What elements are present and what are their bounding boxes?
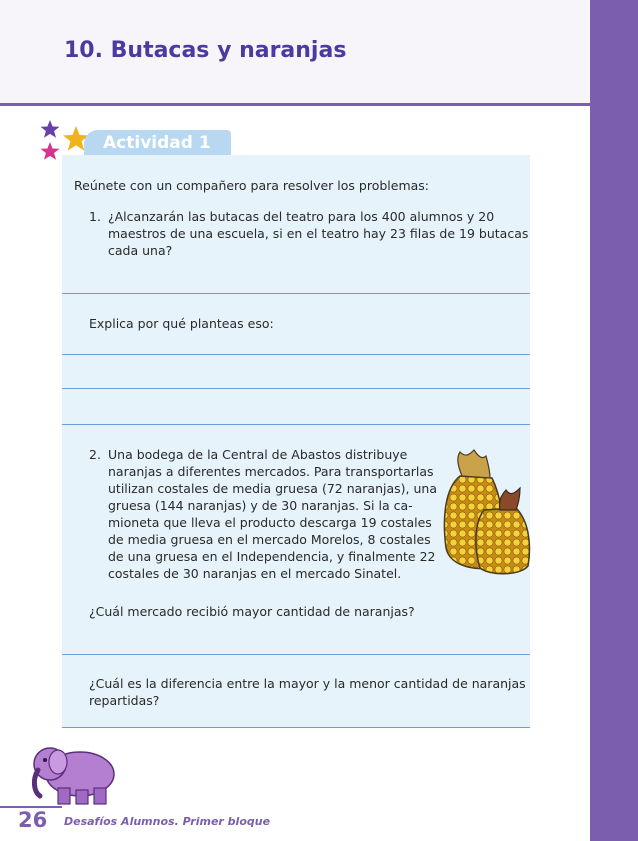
problem-1-number: 1. xyxy=(89,209,101,224)
problem-1-line: cada una? xyxy=(108,243,173,258)
problem-1-line: ¿Alcanzarán las butacas del teatro para los 400 alumnos y 20 xyxy=(108,209,495,224)
problem-1-line: maestros de una escuela, si en el teatro hay 23 filas de 19 butacas xyxy=(108,226,529,241)
question-largest-market: ¿Cuál mercado recibió mayor cantidad de naranjas? xyxy=(89,604,415,619)
answer-line xyxy=(62,354,530,355)
problem-2-line: de media gruesa en el mercado Morelos, 8 costales xyxy=(108,532,431,547)
purple-star-icon xyxy=(41,120,60,138)
orange-sacks-illustration xyxy=(440,448,532,578)
intro-text: Reúnete con un compañero para resolver los problemas: xyxy=(74,178,430,193)
page-number: 26 xyxy=(18,808,48,832)
footer-text: Desafíos Alumnos. Primer bloque xyxy=(64,815,271,828)
problem-2-line: de una gruesa en el Independencia, y finalmente 22 xyxy=(108,549,436,564)
page-title: 10. Butacas y naranjas xyxy=(64,38,347,63)
problem-2-line: naranjas a diferentes mercados. Para transportarlas xyxy=(108,464,434,479)
problem-2-line: gruesa (144 naranjas) y de 30 naranjas. Si la ca- xyxy=(108,498,413,513)
answer-line xyxy=(62,388,530,389)
explain-prompt: Explica por qué planteas eso: xyxy=(89,316,274,331)
question-difference-line: ¿Cuál es la diferencia entre la mayor y la menor cantidad de naranjas xyxy=(89,676,526,691)
answer-line xyxy=(62,727,530,728)
answer-line xyxy=(62,654,530,655)
question-difference-line: repartidas? xyxy=(89,693,160,708)
pink-star-icon xyxy=(41,142,60,160)
problem-2-line: costales de 30 naranjas en el mercado Sinatel. xyxy=(108,566,402,581)
problem-2-line: utilizan costales de media gruesa (72 naranjas), una xyxy=(108,481,437,496)
problem-2-line: Una bodega de la Central de Abastos distribuye xyxy=(108,447,408,462)
elephant-mascot xyxy=(28,740,122,808)
answer-line xyxy=(62,424,530,425)
problem-2-number: 2. xyxy=(89,447,101,462)
activity-label: Actividad 1 xyxy=(103,133,211,153)
right-margin-band xyxy=(590,0,638,841)
answer-line xyxy=(62,293,530,294)
problem-2-line: mioneta que lleva el producto descarga 19 costales xyxy=(108,515,432,530)
